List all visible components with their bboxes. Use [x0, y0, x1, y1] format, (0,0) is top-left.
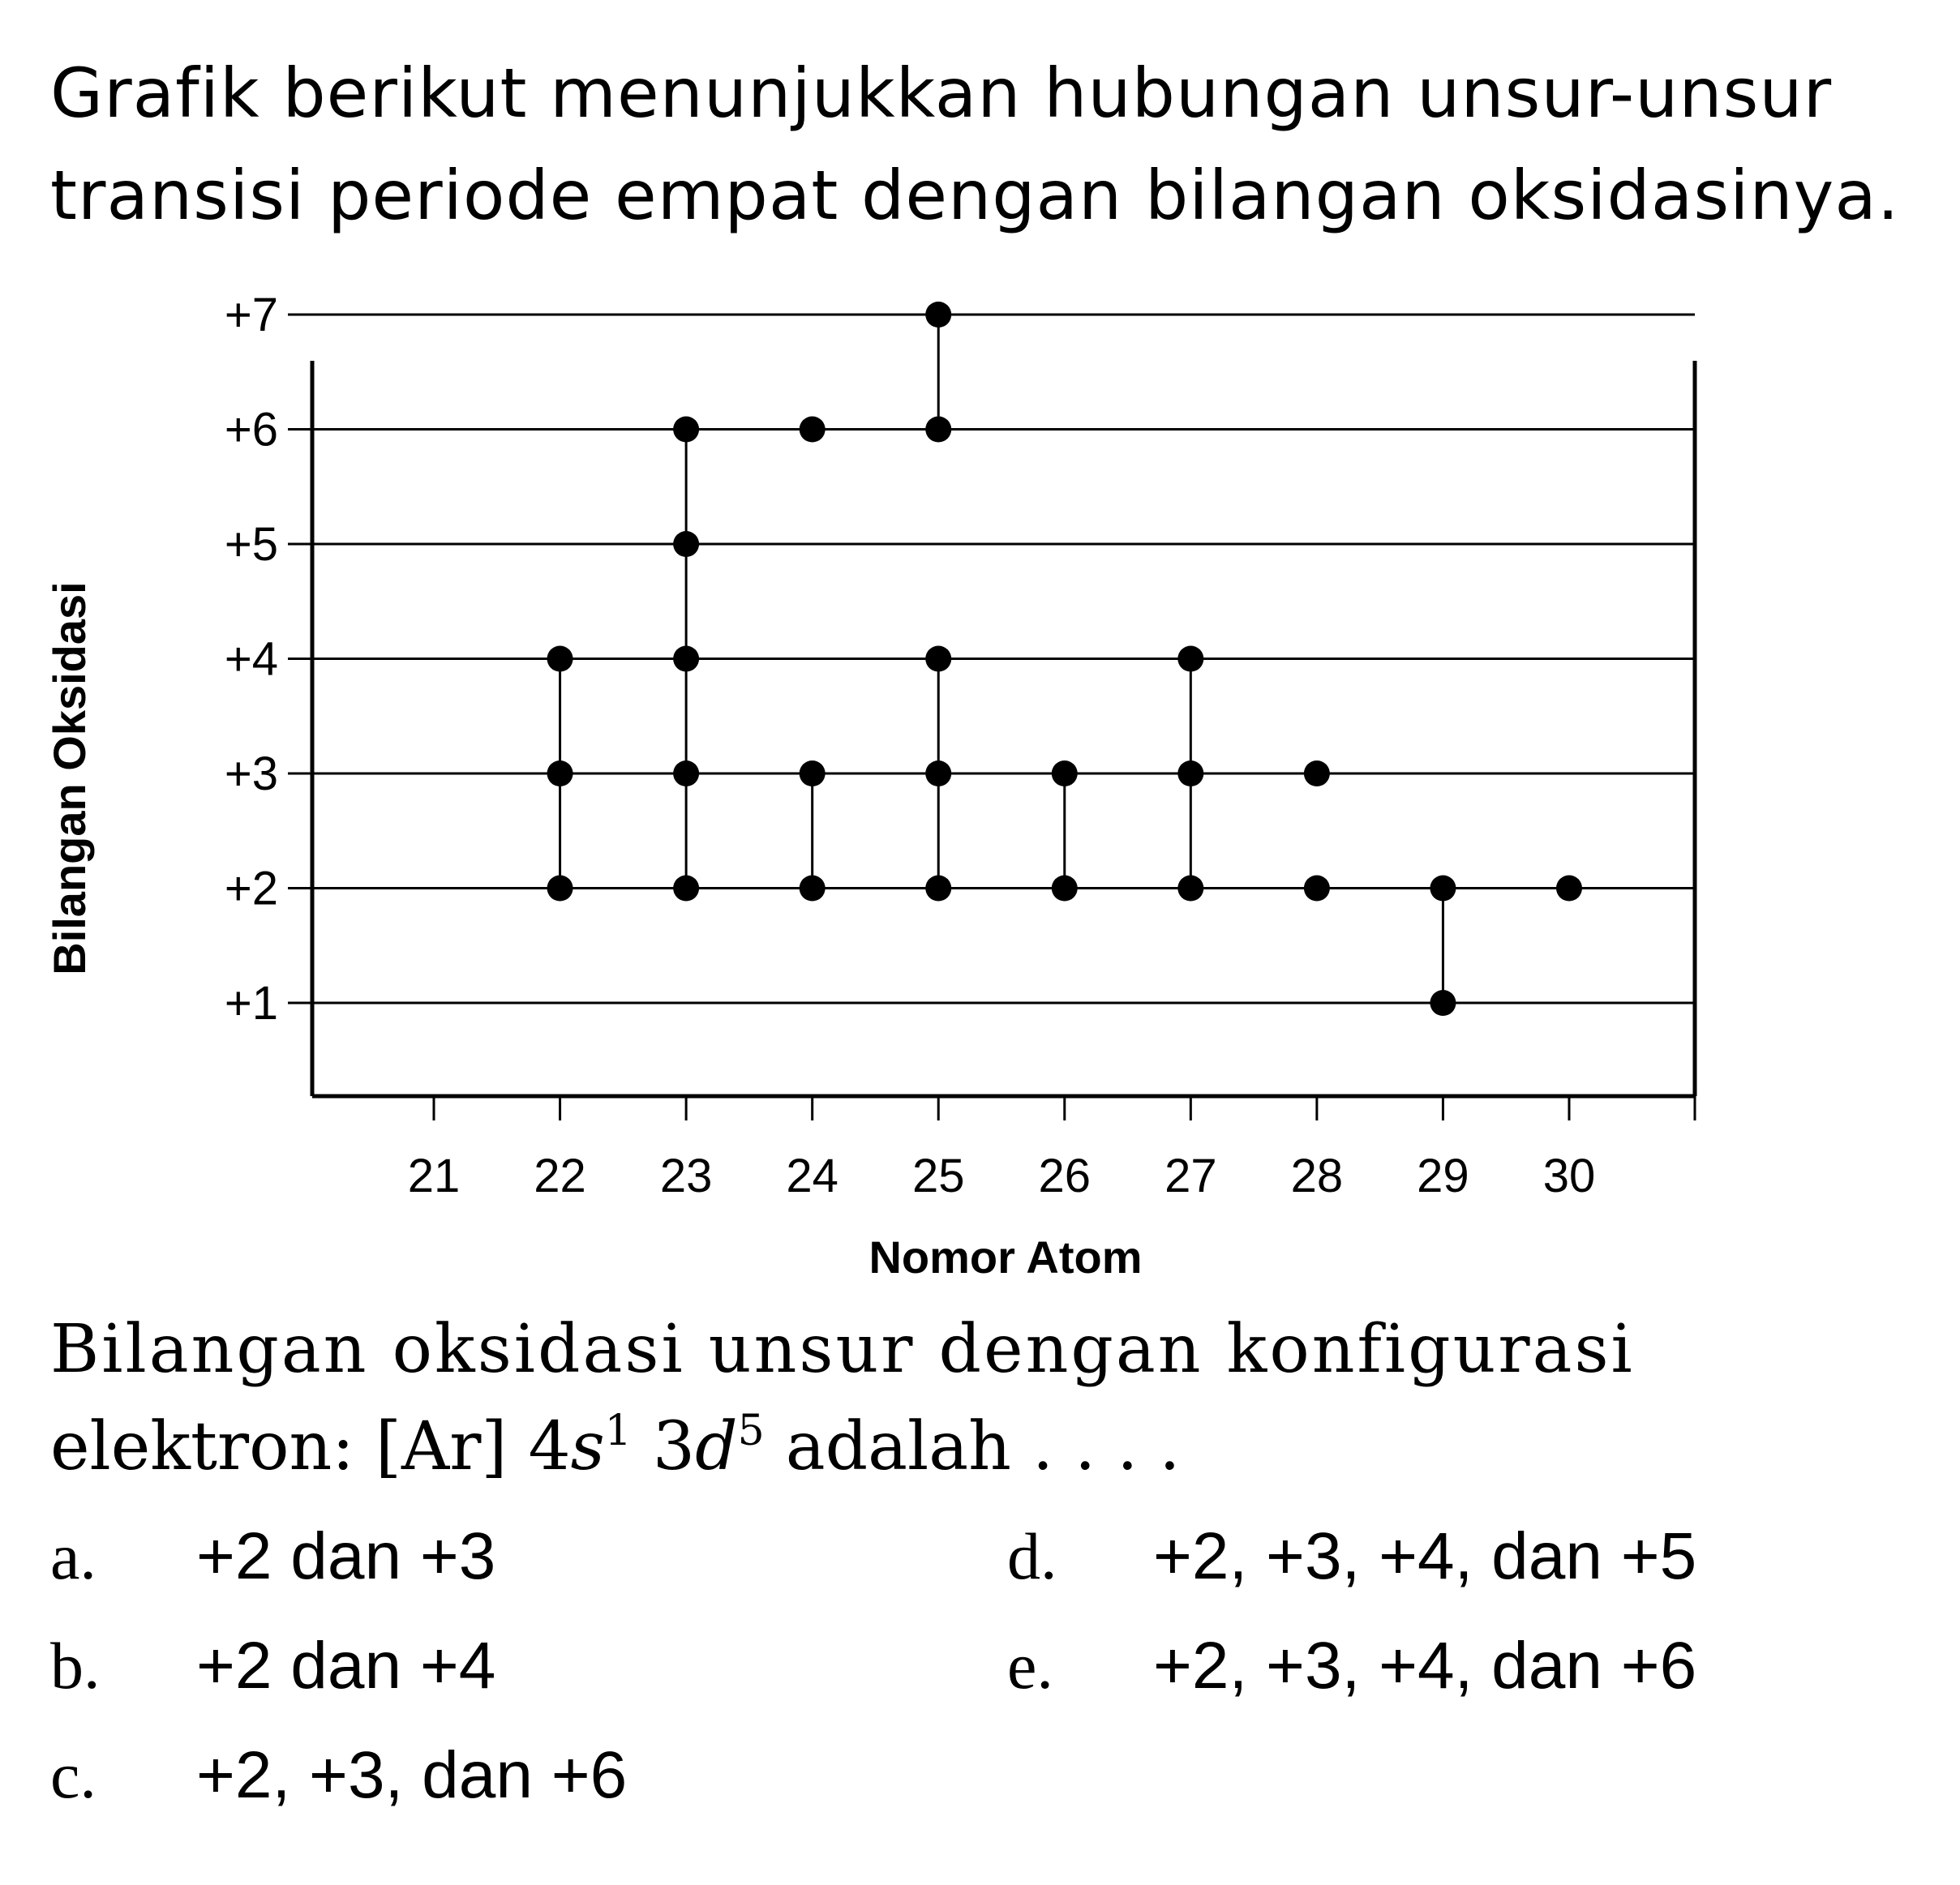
option-letter: e.: [1007, 1629, 1053, 1703]
option-letter: b.: [50, 1629, 101, 1703]
data-point: [925, 876, 951, 902]
option-c[interactable]: [50, 1735, 627, 1816]
intro-text: Grafik berikut menunjukkan hubungan unsur-unsur transisi periode empat dengan bilangan oksidasinya.: [50, 54, 1900, 235]
question-line2: [50, 1408, 1180, 1485]
data-point: [1177, 760, 1203, 786]
data-point: [673, 646, 699, 672]
data-point: [547, 876, 573, 902]
data-point: [925, 302, 951, 328]
gridlines: [312, 315, 1695, 1003]
axes: [288, 315, 1695, 1120]
data-point: [673, 531, 699, 557]
question-suffix: adalah . . . .: [764, 1408, 1181, 1485]
question-prefix: elektron: [Ar] 4: [50, 1408, 571, 1485]
option-e[interactable]: [1007, 1626, 1696, 1707]
option-a[interactable]: [50, 1516, 495, 1597]
y-axis-label: Bilangan Oksidasi: [44, 581, 95, 975]
data-point: [1304, 760, 1330, 786]
option-text: +2, +3, dan +6: [196, 1738, 628, 1812]
y-tick-label: +3: [224, 748, 279, 800]
option-b[interactable]: [50, 1626, 495, 1707]
x-tick-label: 30: [1542, 1150, 1596, 1202]
question-mid: 3: [631, 1408, 696, 1485]
data-point: [673, 417, 699, 443]
data-point: [1052, 760, 1078, 786]
question: [50, 1301, 1932, 1496]
option-letter: d.: [1007, 1519, 1057, 1593]
data-point: [1177, 646, 1203, 672]
x-tick-label: 27: [1164, 1150, 1217, 1202]
y-tick-label: +4: [224, 632, 279, 686]
s-exponent: 1: [604, 1407, 632, 1455]
option-letter: a.: [50, 1519, 96, 1593]
x-tick-label: 22: [534, 1150, 586, 1202]
option-letter: c.: [50, 1738, 96, 1812]
x-axis-label: Nomor Atom: [868, 1232, 1143, 1283]
x-tick-label: 26: [1038, 1150, 1092, 1202]
d-orbital: d: [695, 1408, 738, 1485]
s-orbital: s: [570, 1408, 605, 1485]
option-text: +2 dan +3: [196, 1519, 496, 1593]
data-point: [800, 760, 826, 786]
option-text: +2 dan +4: [196, 1629, 496, 1703]
x-tick-label: 28: [1290, 1150, 1344, 1202]
x-tick-label: 24: [786, 1150, 838, 1202]
y-tick-label: +7: [224, 289, 279, 341]
data-point: [673, 760, 699, 786]
option-text: +2, +3, +4, dan +5: [1153, 1519, 1697, 1593]
question-line1: Bilangan oksidasi unsur dengan konfigurasi: [50, 1311, 1635, 1388]
data-point: [1177, 876, 1203, 902]
data-point: [800, 417, 826, 443]
data-point: [1430, 990, 1456, 1016]
x-tick-label: 23: [659, 1150, 713, 1202]
data-point: [1430, 876, 1456, 902]
x-tick-label: 29: [1417, 1150, 1469, 1202]
x-tick-label: 25: [911, 1150, 965, 1202]
data-point: [1052, 876, 1078, 902]
d-exponent: 5: [737, 1407, 765, 1455]
tick-labels: [225, 289, 1595, 1202]
data-point: [1556, 876, 1582, 902]
data-point: [925, 417, 951, 443]
data-point: [925, 760, 951, 786]
option-d[interactable]: [1007, 1516, 1696, 1597]
x-tick-label: 21: [407, 1150, 461, 1202]
data-point: [800, 876, 826, 902]
answer-options: [50, 1516, 1932, 1857]
y-tick-label: +5: [224, 518, 279, 571]
data-point: [673, 876, 699, 902]
option-text: +2, +3, +4, dan +6: [1153, 1629, 1697, 1703]
data-point: [547, 760, 573, 786]
y-tick-label: +6: [224, 403, 279, 456]
data-point: [925, 646, 951, 672]
y-tick-label: +1: [224, 977, 279, 1030]
data-point: [547, 646, 573, 672]
data-point: [1304, 876, 1330, 902]
y-tick-label: +2: [224, 862, 279, 915]
